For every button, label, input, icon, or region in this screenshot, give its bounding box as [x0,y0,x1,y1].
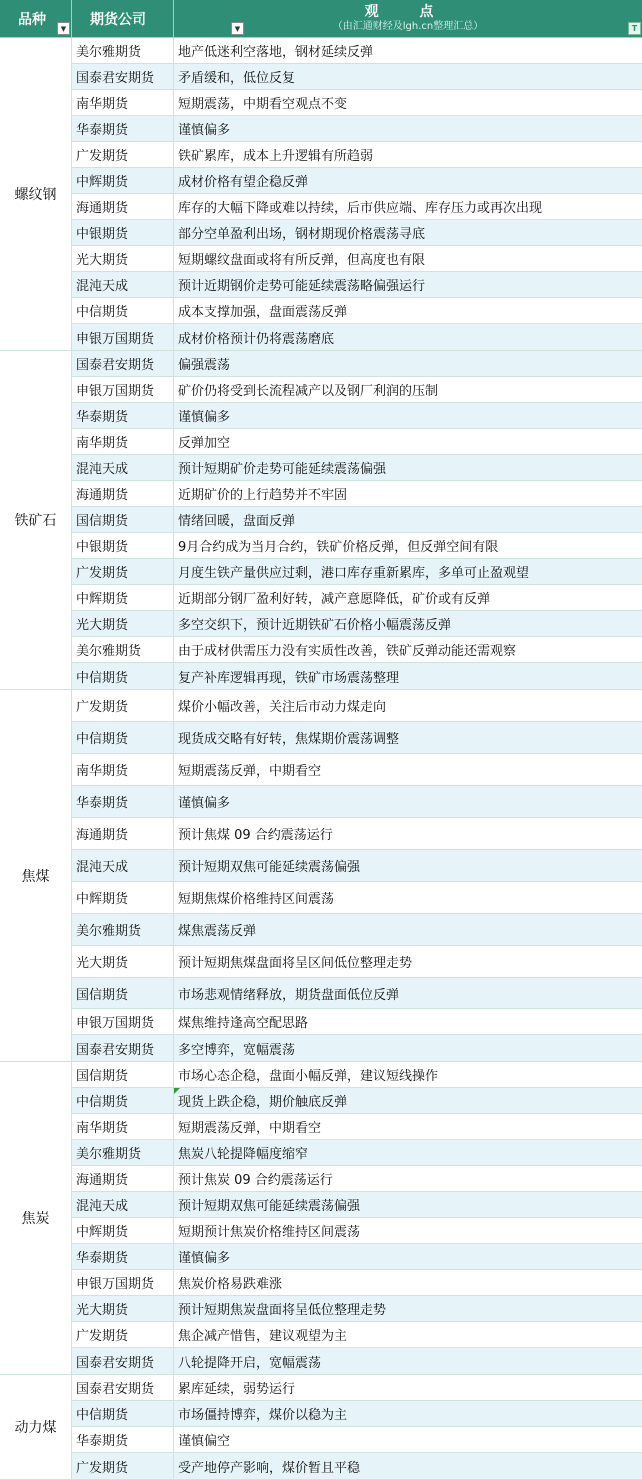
table-row[interactable] [72,377,642,403]
table-row[interactable] [72,1401,642,1427]
view-cell[interactable] [174,1192,642,1217]
table-row[interactable] [72,978,642,1009]
table-row[interactable] [72,722,642,754]
company-cell[interactable]: 南华期货 [72,90,174,115]
view-cell[interactable] [174,690,642,721]
table-row[interactable] [72,1244,642,1270]
company-cell[interactable]: 广发期货 [72,142,174,167]
table-row[interactable] [72,116,642,142]
view-cell[interactable] [174,1322,642,1347]
company-cell[interactable]: 华泰期货 [72,116,174,141]
category-rows [72,38,642,350]
header-row [0,0,642,38]
view-text: 预计短期焦煤盘面将呈区间低位整理走势 [178,956,413,971]
table-row[interactable] [72,585,642,611]
company-cell[interactable]: 中信期货 [72,1401,174,1426]
company-cell[interactable]: 光大期货 [72,611,174,636]
view-text: 库存的大幅下降或难以持续，后市供应端、库存压力或再次出现 [178,201,543,216]
table-row[interactable] [72,1088,642,1114]
view-cell[interactable] [174,1270,642,1295]
company-cell[interactable]: 混沌天成 [72,850,174,881]
view-text: 偏强震荡 [178,358,231,373]
table-row[interactable] [72,1270,642,1296]
view-text: 焦炭价格易跌难涨 [178,1277,283,1292]
view-cell[interactable] [174,116,642,141]
view-cell[interactable] [174,90,642,115]
table-row[interactable] [72,786,642,818]
table-row[interactable] [72,64,642,90]
table-row[interactable] [72,90,642,116]
header-category [0,0,72,37]
company-cell[interactable]: 国泰君安期货 [72,1375,174,1400]
view-text: 预计焦炭 09 合约震荡运行 [178,1173,333,1188]
view-cell[interactable] [174,663,642,689]
view-cell[interactable] [174,272,642,297]
view-text: 短期震荡，中期看空观点不变 [178,97,348,112]
view-cell[interactable] [174,754,642,785]
cell-comment-marker-icon [174,1088,180,1094]
table-row[interactable] [72,882,642,914]
table-row[interactable] [72,1062,642,1088]
view-cell[interactable] [174,324,642,350]
company-cell[interactable]: 海通期货 [72,818,174,849]
category-rows [72,351,642,689]
view-text: 月度生铁产量供应过剩，港口库存重新累库，多单可止盈观望 [178,566,530,581]
view-cell[interactable] [174,1427,642,1452]
table-body [0,38,642,1480]
view-cell[interactable] [174,533,642,558]
category-group [0,1062,642,1375]
company-cell[interactable]: 中辉期货 [72,585,174,610]
view-text: 谨慎偏多 [178,123,231,138]
header-view [174,0,642,37]
view-cell[interactable] [174,818,642,849]
view-text: 复产补库逻辑再现，铁矿市场震荡整理 [178,670,400,686]
view-text: 铁矿累库，成本上升逻辑有所趋弱 [178,149,374,164]
table-row[interactable] [72,754,642,786]
company-cell[interactable]: 申银万国期货 [72,1270,174,1295]
view-text: 受产地停产影响，煤价暂且平稳 [178,1460,361,1476]
table-row[interactable] [72,1140,642,1166]
company-cell[interactable]: 中辉期货 [72,168,174,193]
company-cell[interactable]: 广发期货 [72,1453,174,1479]
view-text: 成材价格有望企稳反弹 [178,175,309,190]
view-text: 9月合约成为当月合约，铁矿价格反弹，但反弹空间有限 [178,540,499,555]
view-cell[interactable] [174,882,642,913]
company-cell[interactable]: 美尔雅期货 [72,637,174,662]
view-cell[interactable] [174,559,642,584]
view-text: 多空博弈，宽幅震荡 [178,1042,296,1058]
company-cell[interactable]: 中辉期货 [72,1218,174,1243]
view-text: 预计短期焦炭盘面将呈低位整理走势 [178,1303,387,1318]
table-row[interactable] [72,1035,642,1061]
view-text: 焦企减产惜售，建议观望为主 [178,1329,348,1344]
table-row[interactable] [72,637,642,663]
company-cell[interactable]: 美尔雅期货 [72,38,174,63]
company-cell[interactable]: 混沌天成 [72,1192,174,1217]
table-row[interactable] [72,1009,642,1035]
table-row[interactable] [72,220,642,246]
table-row[interactable] [72,946,642,978]
company-cell[interactable]: 海通期货 [72,1166,174,1191]
company-cell[interactable]: 国泰君安期货 [72,1035,174,1061]
company-cell[interactable]: 混沌天成 [72,272,174,297]
table-row[interactable] [72,850,642,882]
view-text: 市场悲观情绪释放，期货盘面低位反弹 [178,987,400,1003]
view-text: 由于成材供需压力没有实质性改善，铁矿反弹动能还需观察 [178,644,517,659]
view-text: 累库延续，弱势运行 [178,1382,296,1397]
view-cell[interactable] [174,38,642,63]
company-cell[interactable]: 海通期货 [72,481,174,506]
company-cell[interactable]: 南华期货 [72,754,174,785]
category-group [0,690,642,1062]
table-row[interactable] [72,533,642,559]
view-cell[interactable] [174,1348,642,1374]
view-cell[interactable] [174,246,642,271]
view-cell[interactable] [174,611,642,636]
company-cell[interactable]: 国信期货 [72,1062,174,1087]
view-cell[interactable] [174,978,642,1008]
table-row[interactable] [72,818,642,850]
view-text: 煤价小幅改善，关注后市动力煤走向 [178,700,387,715]
category-cell[interactable]: 焦炭 [0,1062,72,1374]
category-rows [72,1375,642,1479]
category-cell[interactable]: 焦煤 [0,690,72,1061]
view-text: 近期矿价的上行趋势并不牢固 [178,488,348,503]
category-group [0,38,642,351]
view-cell[interactable] [174,1453,642,1479]
company-cell[interactable]: 广发期货 [72,690,174,721]
company-cell[interactable]: 申银万国期货 [72,1009,174,1034]
view-text: 矿价仍将受到长流程减产以及钢厂利润的压制 [178,384,439,399]
header-category-label: 品种 [18,11,46,28]
view-cell[interactable] [174,377,642,402]
company-cell[interactable]: 光大期货 [72,1296,174,1321]
company-cell[interactable]: 中银期货 [72,533,174,558]
category-group [0,1375,642,1480]
view-cell[interactable] [174,455,642,480]
view-cell[interactable] [174,64,642,89]
view-cell[interactable] [174,1062,642,1087]
table-row[interactable] [72,351,642,377]
view-text: 谨慎偏多 [178,1251,231,1266]
view-text: 地产低迷利空落地，钢材延续反弹 [178,45,374,60]
company-cell[interactable]: 中信期货 [72,663,174,689]
table-row[interactable] [72,194,642,220]
company-cell[interactable]: 中辉期货 [72,882,174,913]
view-text: 短期震荡反弹，中期看空 [178,1121,322,1136]
view-cell[interactable] [174,1088,642,1113]
company-cell[interactable]: 华泰期货 [72,403,174,428]
company-cell[interactable]: 南华期货 [72,1114,174,1139]
view-cell[interactable] [174,1114,642,1139]
view-cell[interactable] [174,429,642,454]
header-view-source: （由汇通财经及lgh.cn整理汇总） [332,21,484,32]
company-cell[interactable]: 混沌天成 [72,455,174,480]
view-cell[interactable] [174,220,642,245]
view-text: 八轮提降开启，宽幅震荡 [178,1355,322,1371]
table-row[interactable] [72,1296,642,1322]
table-row[interactable] [72,38,642,64]
view-text: 谨慎偏空 [178,1434,231,1449]
table-row[interactable] [72,663,642,689]
table-row[interactable] [72,403,642,429]
view-cell[interactable] [174,585,642,610]
company-cell[interactable]: 中信期货 [72,298,174,323]
table-row[interactable] [72,1322,642,1348]
company-cell[interactable]: 华泰期货 [72,786,174,817]
view-text: 部分空单盈利出场，钢材期现价格震荡寻底 [178,227,426,242]
view-cell[interactable] [174,298,642,323]
table-row[interactable] [72,272,642,298]
view-text: 现货成交略有好转，焦煤期价震荡调整 [178,732,400,747]
view-text: 预计焦煤 09 合约震荡运行 [178,828,333,843]
table-row[interactable] [72,1192,642,1218]
table-row[interactable] [72,1166,642,1192]
company-cell[interactable]: 美尔雅期货 [72,914,174,945]
header-company-label: 期货公司 [90,11,146,28]
view-text: 反弹加空 [178,436,231,451]
table-row[interactable] [72,1114,642,1140]
company-cell[interactable]: 华泰期货 [72,1244,174,1269]
view-cell[interactable] [174,351,642,376]
table-row[interactable] [72,168,642,194]
company-cell[interactable]: 申银万国期货 [72,377,174,402]
view-cell[interactable] [174,786,642,817]
category-cell[interactable]: 铁矿石 [0,351,72,689]
view-text: 焦炭八轮提降幅度缩窄 [178,1147,309,1162]
company-cell[interactable]: 光大期货 [72,246,174,271]
view-cell[interactable] [174,1166,642,1191]
table-row[interactable] [72,507,642,533]
company-cell[interactable]: 国泰君安期货 [72,1348,174,1374]
table-row[interactable] [72,559,642,585]
company-cell[interactable]: 申银万国期货 [72,324,174,350]
table-row[interactable] [72,455,642,481]
company-cell[interactable]: 中信期货 [72,1088,174,1113]
view-text: 近期部分钢厂盈利好转，减产意愿降低，矿价或有反弹 [178,592,491,607]
table-row[interactable] [72,690,642,722]
view-cell[interactable] [174,142,642,167]
table-row[interactable] [72,324,642,350]
view-cell[interactable] [174,1218,642,1243]
company-cell[interactable]: 广发期货 [72,559,174,584]
category-rows [72,1062,642,1374]
table-row[interactable] [72,1427,642,1453]
table-row[interactable] [72,142,642,168]
view-cell[interactable] [174,507,642,532]
table-row[interactable] [72,246,642,272]
view-text: 市场心态企稳，盘面小幅反弹，建议短线操作 [178,1069,439,1084]
category-cell[interactable]: 动力煤 [0,1375,72,1479]
table-row[interactable] [72,1218,642,1244]
view-cell[interactable] [174,481,642,506]
view-text: 谨慎偏多 [178,796,231,811]
company-cell[interactable]: 国信期货 [72,978,174,1008]
view-text: 情绪回暖，盘面反弹 [178,514,296,529]
table-row[interactable] [72,1375,642,1401]
view-cell[interactable] [174,1375,642,1400]
view-text: 短期震荡反弹，中期看空 [178,764,322,779]
view-cell[interactable] [174,1401,642,1426]
view-text: 预计短期双焦可能延续震荡偏强 [178,1199,361,1214]
company-cell[interactable]: 中银期货 [72,220,174,245]
company-cell[interactable]: 国泰君安期货 [72,64,174,89]
view-text: 预计近期钢价走势可能延续震荡略偏强运行 [178,279,426,294]
filter-dropdown-icon[interactable]: ▼ [231,22,244,35]
company-cell[interactable]: 广发期货 [72,1322,174,1347]
company-cell[interactable]: 国泰君安期货 [72,351,174,376]
view-cell[interactable] [174,914,642,945]
company-cell[interactable]: 南华期货 [72,429,174,454]
filter-active-icon[interactable]: T [628,22,641,35]
view-cell[interactable] [174,850,642,881]
table-row[interactable] [72,1348,642,1374]
category-group [0,351,642,690]
company-cell[interactable]: 光大期货 [72,946,174,977]
view-text: 谨慎偏多 [178,410,231,425]
view-cell[interactable] [174,1244,642,1269]
view-cell[interactable] [174,1296,642,1321]
view-cell[interactable] [174,637,642,662]
view-text: 矛盾缓和，低位反复 [178,71,296,86]
view-text: 现货上跌企稳，期价触底反弹 [178,1095,348,1110]
view-text: 成材价格预计仍将震荡磨底 [178,331,335,347]
header-company [72,0,241,37]
view-text: 成本支撑加强，盘面震荡反弹 [178,305,348,320]
company-cell[interactable]: 华泰期货 [72,1427,174,1452]
view-cell[interactable] [174,946,642,977]
company-cell[interactable]: 海通期货 [72,194,174,219]
view-text: 市场僵持博弈，煤价以稳为主 [178,1408,348,1423]
table-row[interactable] [72,1453,642,1479]
table-row[interactable] [72,611,642,637]
view-text: 煤焦维持逢高空配思路 [178,1016,309,1031]
view-cell[interactable] [174,1140,642,1165]
view-cell[interactable] [174,722,642,753]
category-cell[interactable]: 螺纹钢 [0,38,72,350]
table-row[interactable] [72,481,642,507]
company-cell[interactable]: 国信期货 [72,507,174,532]
filter-dropdown-icon[interactable]: ▼ [57,22,70,35]
view-text: 多空交织下，预计近期铁矿石价格小幅震荡反弹 [178,618,452,633]
view-text: 短期焦煤价格维持区间震荡 [178,892,335,907]
table-row[interactable] [72,429,642,455]
header-view-label: 观 点 [364,4,452,20]
view-text: 短期螺纹盘面或将有所反弹，但高度也有限 [178,253,426,268]
view-cell[interactable] [174,168,642,193]
view-text: 短期预计焦炭价格维持区间震荡 [178,1225,361,1240]
view-text: 预计短期双焦可能延续震荡偏强 [178,860,361,875]
view-text: 煤焦震荡反弹 [178,924,257,939]
view-cell[interactable] [174,403,642,428]
view-cell[interactable] [174,1035,642,1061]
table-row[interactable] [72,298,642,324]
table-row[interactable] [72,914,642,946]
category-rows [72,690,642,1061]
view-cell[interactable] [174,1009,642,1034]
view-cell[interactable] [174,194,642,219]
company-cell[interactable]: 中信期货 [72,722,174,753]
company-cell[interactable]: 美尔雅期货 [72,1140,174,1165]
view-text: 预计短期矿价走势可能延续震荡偏强 [178,462,387,477]
